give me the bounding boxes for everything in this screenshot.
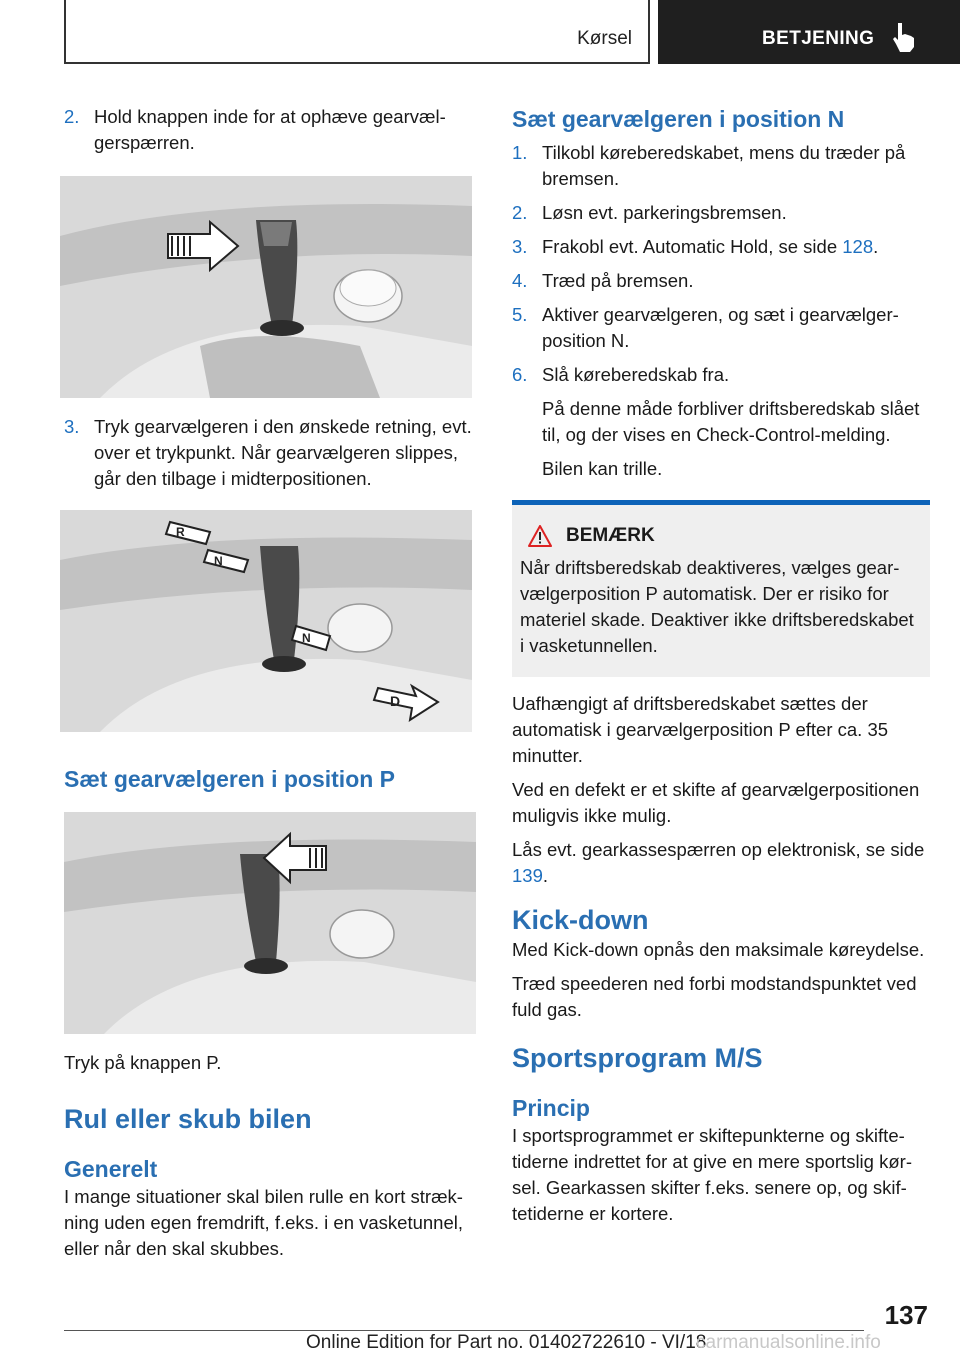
step-text-main: Frakobl evt. Automatic Hold, se side xyxy=(542,236,843,257)
footer-rule xyxy=(64,1330,864,1331)
page-link-128[interactable]: 128 xyxy=(842,236,874,257)
step-number: 3. xyxy=(64,416,80,437)
page-link-139[interactable]: 139 xyxy=(512,865,543,886)
hand-pointer-icon xyxy=(890,20,920,54)
step-text: Hold knappen inde for at ophæve gearvælgerspærren. xyxy=(94,106,446,153)
press-p-text: Tryk på knappen P. xyxy=(64,1052,222,1073)
heading-position-n: Sæt gearvælgeren i position N xyxy=(512,106,845,132)
note-box xyxy=(512,500,930,677)
header-chapter-tab xyxy=(658,0,960,64)
heading-roll-push: Rul eller skub bilen xyxy=(64,1104,312,1134)
step-item xyxy=(512,200,930,226)
step-item xyxy=(512,302,930,354)
step-number: 1. xyxy=(512,142,528,163)
step-item xyxy=(64,104,476,156)
gear-selector-figure-2 xyxy=(60,510,472,732)
step-item xyxy=(512,268,930,294)
step-item xyxy=(64,414,476,492)
general-text: I mange situationer skal bilen rulle en kort strækning uden egen fremdrift, f.eks. i en vasketunnel, eller når den skal skubbes. xyxy=(64,1186,464,1259)
paragraph: I sportsprogrammet er skiftepunkterne og skiftetiderne indrettet for at give en mere sportslig kørsel. Gearkassen skifter f.eks. senere op, og skiftetiderne er kortere. xyxy=(512,1125,912,1224)
park-button-illustration xyxy=(64,812,476,1034)
heading-sport-program: Sportsprogram M/S xyxy=(512,1043,763,1073)
step-text: Træd på bremsen. xyxy=(542,270,694,291)
note-text: Når driftsberedskab deaktiveres, vælges gearvælgerposition P automatisk. Der er risiko for materiel skade. Deaktiver ikke driftsberedskabet i vasketunnellen. xyxy=(520,557,914,656)
heading-position-p: Sæt gearvælgeren i position P xyxy=(64,766,396,792)
paragraph-main: Lås evt. gearkassespærren op elektronisk, se side xyxy=(512,839,925,860)
gear-label-d: D xyxy=(390,693,401,709)
step-text: Tilkobl køreberedskabet, mens du træder på bremsen. xyxy=(542,142,906,189)
gear-selector-figure-1 xyxy=(60,176,472,398)
step-number: 2. xyxy=(512,202,528,223)
step-item xyxy=(512,140,930,192)
header-section-box xyxy=(64,0,650,64)
step-continuation: På denne måde forbliver driftsberedskab slået til, og der vises en Check-Control-melding. xyxy=(542,398,920,445)
footer-edition: Online Edition for Part no. 01402722610 - VI/18 xyxy=(306,1332,707,1353)
left-column xyxy=(64,104,476,1270)
step-number: 4. xyxy=(512,270,528,291)
page-number: 137 xyxy=(884,1300,928,1330)
step-text: Aktiver gearvælgeren, og sæt i gearvælgerposition N. xyxy=(542,304,899,351)
step-item xyxy=(512,234,930,260)
gear-selector-illustration xyxy=(60,176,472,398)
header-chapter-label: BETJENING xyxy=(762,28,875,49)
note-title: BEMÆRK xyxy=(566,525,655,546)
gear-direction-illustration xyxy=(60,510,472,732)
gear-selector-figure-3 xyxy=(64,812,476,1034)
heading-princip: Princip xyxy=(512,1095,590,1121)
paragraph xyxy=(512,837,930,889)
step-text-after: . xyxy=(873,236,879,257)
paragraph: Træd speederen ned forbi modstandspunktet ved fuld gas. xyxy=(512,973,917,1020)
right-column xyxy=(512,104,930,1235)
footer-watermark: carmanualsonline.info xyxy=(696,1332,881,1353)
step-text xyxy=(542,234,930,260)
step-text: Løsn evt. parkeringsbremsen. xyxy=(542,202,787,223)
gear-label-n-top: N xyxy=(214,554,223,568)
step-number: 3. xyxy=(512,236,528,257)
gear-label-r: R xyxy=(176,525,185,539)
paragraph: Uafhængigt af driftsberedskabet sættes der automatisk i gearvælgerposition P efter ca. 35 minutter. xyxy=(512,693,889,766)
step-number: 6. xyxy=(512,364,528,385)
note-header xyxy=(520,525,922,547)
heading-general: Generelt xyxy=(64,1156,158,1182)
step-item xyxy=(512,362,930,388)
heading-kick-down: Kick-down xyxy=(512,905,649,935)
step-number: 2. xyxy=(64,106,80,127)
step-continuation: Bilen kan trille. xyxy=(542,458,663,479)
warning-triangle-icon xyxy=(528,525,552,547)
paragraph: Ved en defekt er et skifte af gearvælgerpositionen muligvis ikke mulig. xyxy=(512,779,920,826)
paragraph-after: . xyxy=(542,865,549,886)
step-text: Tryk gearvælgeren i den ønskede retning, evt. over et trykpunkt. Når gearvælgeren slippes, går den tilbage i midterpositionen. xyxy=(94,416,472,489)
header-section-title: Kørsel xyxy=(577,28,632,49)
gear-label-n-bottom: N xyxy=(302,631,311,645)
paragraph: Med Kick-down opnås den maksimale køreydelse. xyxy=(512,939,925,960)
step-number: 5. xyxy=(512,304,528,325)
step-text: Slå køreberedskab fra. xyxy=(542,364,730,385)
